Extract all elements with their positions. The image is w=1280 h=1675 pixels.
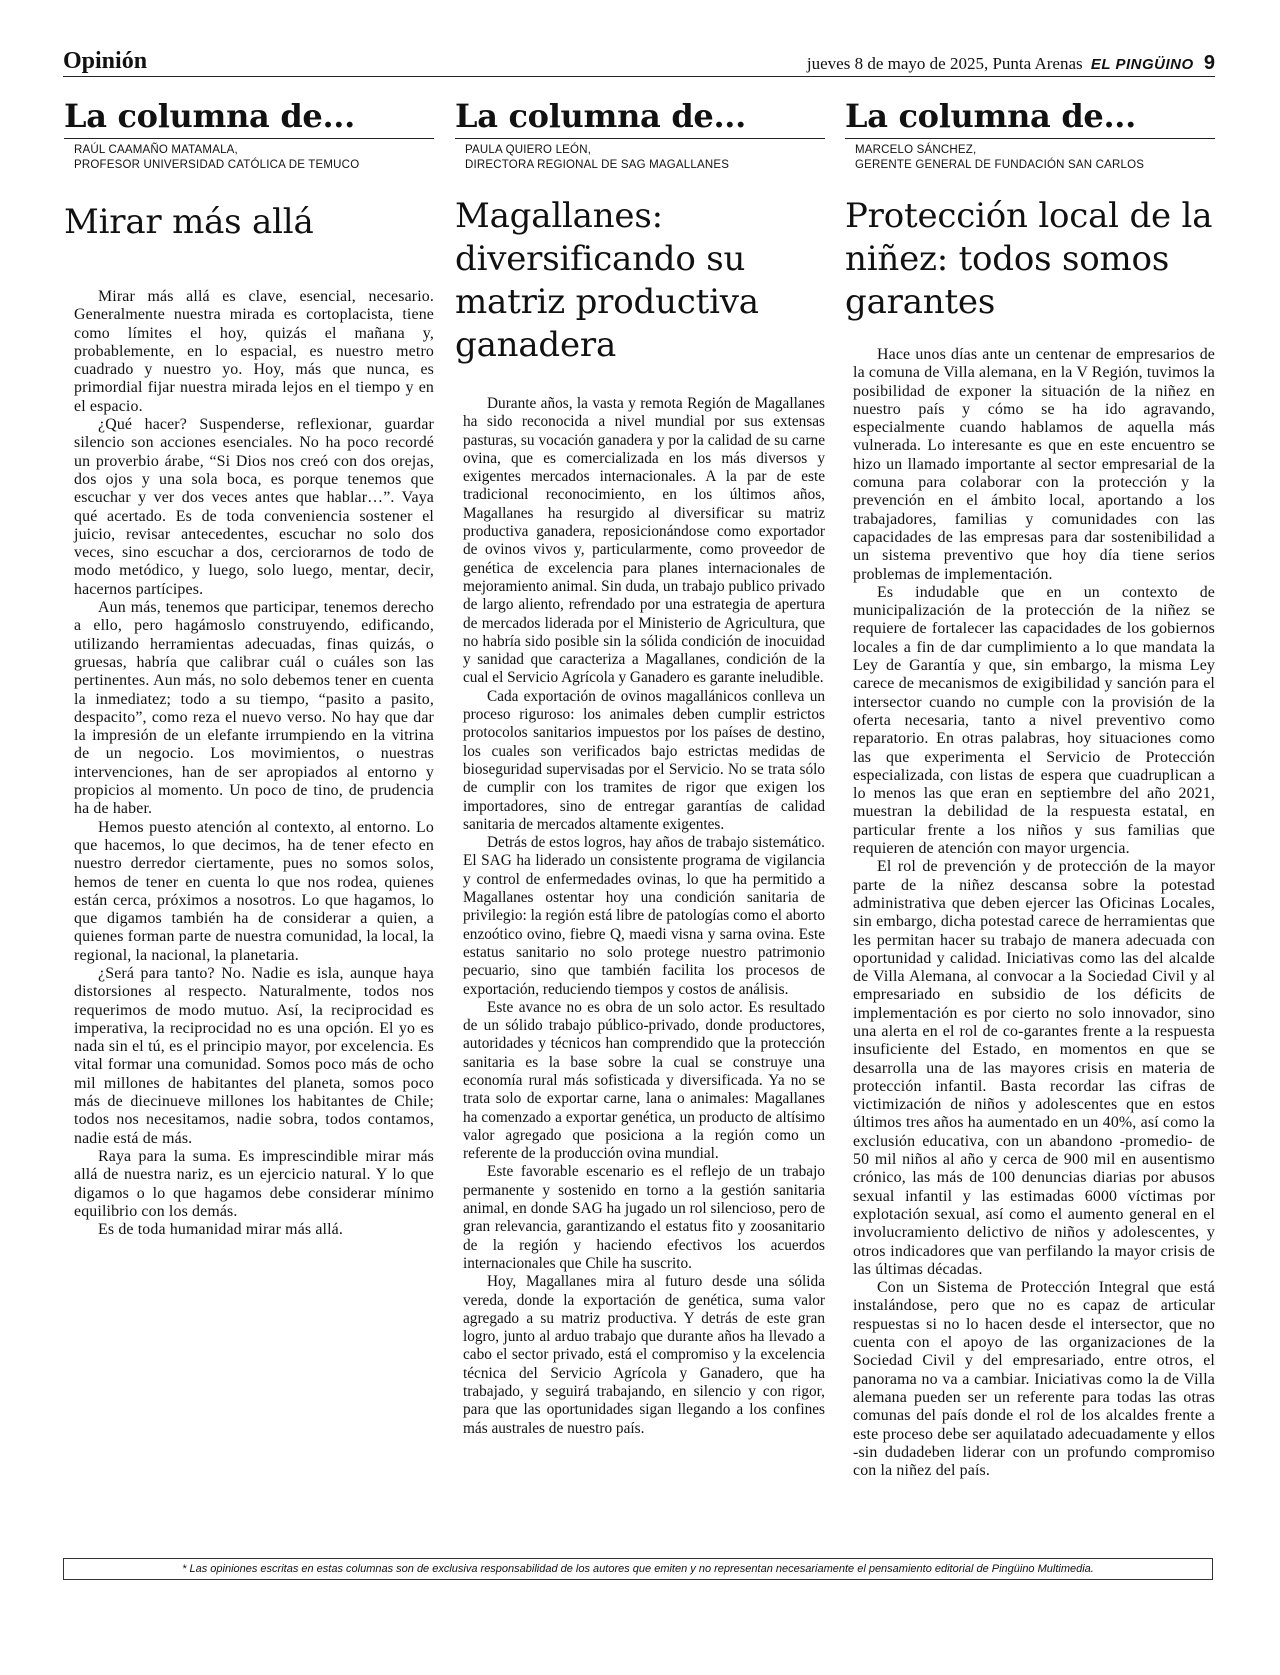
- section-name: Opinión: [63, 48, 148, 74]
- author-role: GERENTE GENERAL DE FUNDACIÓN SAN CARLOS: [855, 159, 1145, 171]
- article-title: Mirar más allá: [64, 202, 314, 242]
- opinion-column-1: [64, 95, 434, 1239]
- paragraph: Hoy, Magallanes mira al futuro desde una sólida vereda, donde la exportación de genética, suma valor agregado a su matriz productiva. Y detrás de este gran logro, junto al arduo trabajo que durante años ha llevado a cabo el sector privado, está el compromiso y la excelencia técnica del Servicio Agrícola y Ganadero, que ha trabajado, y seguirá trabajando, en silencio y con rigor, para que las oportunidades sigan llegando a los confines más australes de nuestro país.: [463, 1273, 825, 1437]
- article-body: [463, 395, 825, 1438]
- paragraph: Hemos puesto atención al contexto, al entorno. Lo que hacemos, lo que decimos, ha de tener efecto en nuestro derredor ciertamente, pues no somos solos, hemos de tener en cuenta lo que nos rodea, quienes están cerca, próximos a nosotros. Lo que hagamos, lo que digamos también ha de considerar a quien, a quienes forman parte de nuestra comunidad, la local, la regional, la nacional, la planetaria.: [74, 818, 434, 964]
- paragraph: El rol de prevención y de protección de la mayor parte de la niñez descansa sobre la potestad administrativa que deben ejercer las Oficinas Locales, sin embargo, dicha potestad carece de herramientas que les permitan hacer su trabajo de manera adecuada con oportunidad y calidad. Iniciativas como las del alcalde de Villa Alemana, al convocar a la Sociedad Civil y al empresariado en subsidio de los déficits de implementación es por cierto no solo innovador, sino una alerta en el rol de co-garantes frente a la respuesta insuficiente del Estado, en momentos en que se desarrolla una de las mayores crisis en materia de protección infantil. Basta recordar las cifras de victimización de niños y adolescentes que en estos últimos tres años ha aumentado en un 40%, así como la exclusión educativa, con un abandono -promedio- de 50 mil niños al año y cerca de 900 mil en ausentismo crónico, las más de 100 denuncias diarias por abusos sexual infantil y las estimadas 6000 víctimas por explotación sexual, así como el aumento general en el involucramiento delictivo de niños y adolescentes, y otros indicadores que van perfilando la mayor crisis de las últimas décadas.: [853, 858, 1215, 1278]
- paragraph: ¿Será para tanto? No. Nadie es isla, aunque haya distorsiones al respecto. Naturalmente, todos nos requerimos de modo mutuo. Así, la reciprocidad es imperativa, la reciprocidad no es una opción. El yo es nada sin el tú, es el principio mayor, por excelencia. Es vital formar una comunidad. Somos poco más de ocho mil millones de habitantes del planeta, somos poco más de diecinueve millones los habitantes de Chile; todos nos necesitamos, nadie sobra, todos contamos, nadie está de más.: [74, 964, 434, 1147]
- dateline: jueves 8 de mayo de 2025, Punta Arenas: [806, 54, 1083, 73]
- page-number: 9: [1203, 52, 1215, 74]
- paragraph: Es indudable que en un contexto de municipalización de la protección de la niñez se requiere de fortalecer las capacidades de los gobiernos locales a fin de dar cumplimiento a lo que mandata la Ley de Garantía y que, sin embargo, la misma Ley carece de mecanismos de exigibilidad y sanción para el intersector cuando no cumple con la provisión de la oferta necesaria, tanto a nivel preventivo como reparatorio. En otras palabras, hoy situaciones como las que experimenta el Servicio de Protección especializada, con listas de espera que cuadruplican a lo menos las que eran en septiembre del año 2021, muestran la debilidad de la respuesta estatal, en particular frente a los niños y sus familias que requieren de atención con mayor urgencia.: [853, 583, 1215, 858]
- paragraph: Este avance no es obra de un solo actor. Es resultado de un sólido trabajo público-privado, donde productores, autoridades y técnicos han comprendido que la protección sanitaria es la base sobre la cual se construye una economía rural más sofisticada y diversificada. Ya no se trata solo de exportar carne, lana o animales: Magallanes ha comenzado a exportar genética, un producto de altísimo valor agregado que posiciona a la región como un referente de la producción ovina mundial.: [463, 998, 825, 1163]
- paragraph: Hace unos días ante un centenar de empresarios de la comuna de Villa alemana, en la V Región, tuvimos la posibilidad de exponer la situación de la niñez en nuestro país y cómo se ha ido agravando, especialmente cuando hablamos de aquella más vulnerada. Lo interesante es que en este encuentro se hizo un llamado importante al sector empresarial de la comuna para colaborar con la protección y la prevención en el ámbito local, aportando a los trabajadores, familias y comunidades con las capacidades de las empresas para dar sostenibilidad a un sistema preventivo que hoy día tiene serios problemas de implementación.: [853, 346, 1215, 583]
- paragraph: Es de toda humanidad mirar más allá.: [98, 1221, 344, 1239]
- opinion-column-3: [845, 95, 1215, 1480]
- article-body: [853, 346, 1215, 1480]
- paragraph: Raya para la suma. Es imprescindible mirar más allá de nuestra nariz, es un ejercicio natural. Y lo que digamos o lo que hagamos debe considerar mínimo equilibrio con los demás.: [74, 1147, 434, 1220]
- author-name: PAULA QUIERO LEÓN,: [465, 144, 592, 156]
- paragraph: Este favorable escenario es el reflejo de un trabajo permanente y sostenido en torno a la gestión sanitaria animal, en donde SAG ha jugado un rol silencioso, pero de gran relevancia, garantizando el estatus fito y zoosanitario de la región y haciendo efectivos los acuerdos internacionales que Chile ha suscrito.: [463, 1163, 825, 1272]
- article-title: Magallanes: diversificando su matriz productiva ganadera: [455, 196, 759, 365]
- author-role: PROFESOR UNIVERSIDAD CATÓLICA DE TEMUCO: [74, 159, 360, 171]
- newspaper-brand-logo: EL PINGÜINO: [1090, 56, 1194, 73]
- author-role: DIRECTORA REGIONAL DE SAG MAGALLANES: [465, 159, 730, 171]
- column-heading: La columna de...: [845, 95, 1215, 139]
- byline: [855, 143, 1215, 173]
- column-heading: La columna de...: [64, 95, 434, 139]
- byline: [74, 143, 434, 173]
- author-name: RAÚL CAAMAÑO MATAMALA,: [74, 144, 238, 156]
- paragraph: Cada exportación de ovinos magallánicos conlleva un proceso riguroso: los animales deben cumplir estrictos protocolos sanitarios impuestos por los países de destino, los cuales son verificados bajo estrictas medidas de bioseguridad supervisadas por el Servicio. No se trata sólo de cumplir con los tramites de rigor que exigen los importadores, sino de entregar garantías de calidad sanitaria de mercados altamente exigentes.: [463, 687, 825, 833]
- page-header: [63, 46, 1215, 77]
- paragraph: Mirar más allá es clave, esencial, necesario. Generalmente nuestra mirada es cortoplacista, tiene como límites el hoy, quizás el mañana y, probablemente, en lo espacial, es nuestro metro cuadrado y nuestro yo. Hoy, más que nunca, es primordial fijar nuestra mirada lejos en el tiempo y en el espacio.: [74, 288, 434, 415]
- column-heading: La columna de...: [455, 95, 825, 139]
- paragraph: Detrás de estos logros, hay años de trabajo sistemático. El SAG ha liderado un consistente programa de vigilancia y control de enfermedades ovinas, lo que ha permitido a Magallanes ostentar hoy una condición sanitaria de privilegio: la región está libre de patologías como el aborto enzoótico ovino, fiebre Q, maedi visna y sarna ovina. Este estatus sanitario no solo protege nuestro patrimonio pecuario, sino que también facilita los procesos de exportación, reduciendo tiempos y costos de análisis.: [463, 834, 825, 998]
- article-title: Protección local de la niñez: todos somos garantes: [845, 196, 1213, 322]
- article-body: [74, 288, 434, 1239]
- disclaimer: * Las opiniones escritas en estas columnas son de exclusiva responsabilidad de los autores que emiten y no representan necesariamente el pensamiento editorial de Pingüino Multimedia.: [63, 1558, 1213, 1580]
- paragraph: Durante años, la vasta y remota Región de Magallanes ha sido reconocida a nivel mundial por sus extensas pasturas, su vocación ganadera y por la calidad de su carne ovina, que es comercializada en los más diversos y exigentes mercados internacionales. A la par de este tradicional reconocimiento, en los últimos años, Magallanes ha resurgido al diversificar su matriz productiva ganadera, reposicionándose como exportador de ovinos vivos y, particularmente, como proveedor de genética de excelencia para planes internacionales de mejoramiento animal. Sin duda, un trabajo publico privado de largo aliento, refrendado por una estrategia de apertura de mercados liderada por el Ministerio de Agricultura, que no habría sido posible sin la sólida condición de inocuidad y sanidad que caracteriza a Magallanes, condición de la cual el Servicio Agrícola y Ganadero es garante ineludible.: [463, 395, 825, 687]
- author-name: MARCELO SÁNCHEZ,: [855, 144, 977, 156]
- paragraph: Con un Sistema de Protección Integral que está instalándose, pero que no es capaz de articular respuestas si no lo hacen desde el intersector, que no cuenta con el apoyo de las organizaciones de la Sociedad Civil y del empresariado, entre otros, el panorama no va a cambiar. Iniciativas como la de Villa alemana pueden ser un referente para todas las otras comunas del país donde el rol de los alcaldes frente a este proceso debe ser aquilatado adecuadamente y ellos -sin dudadeben liderar con un profundo compromiso con la niñez del país.: [853, 1279, 1215, 1480]
- paragraph: ¿Qué hacer? Suspenderse, reflexionar, guardar silencio son acciones esenciales. No ha poco recordé un proverbio árabe, “Si Dios nos creó con dos orejas, dos ojos y una sola boca, es porque tenemos que escuchar y ver dos veces antes que hablar…”. Vaya qué acertado. Es de toda conveniencia sostener el juicio, revisar antecedentes, escuchar no solo dos veces, sino escuchar a dos, cerciorarnos de todo de modo metódico, y luego, solo luego, mentar, decir, hacernos partícipes.: [74, 416, 434, 598]
- opinion-column-2: [455, 95, 825, 1438]
- byline: [465, 143, 825, 173]
- dateline-block: [807, 52, 1215, 75]
- paragraph: Aun más, tenemos que participar, tenemos derecho a ello, pero hagámoslo construyendo, edificando, utilizando herramientas adecuadas, finas quizás, o gruesas, habría que calibrar cuál o cuáles son las pertinentes. Aun más, no solo debemos tener en cuenta la inmediatez; todo a su tiempo, “pasito a pasito, despacito”, como reza el nuevo verso. No hay que dar la impresión de un elefante irrumpiendo en la vitrina de un negocio. Los movimientos, o nuestras intervenciones, han de ser apropiados al entorno y propicios al momento. Un poco de tino, de prudencia ha de haber.: [74, 599, 434, 818]
